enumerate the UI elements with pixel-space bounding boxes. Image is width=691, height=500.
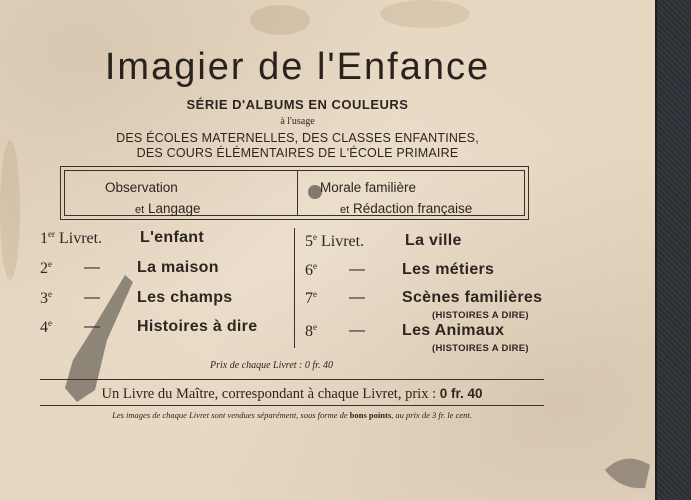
- subjects-box: [60, 166, 529, 220]
- livret-title: Scènes familières: [402, 289, 543, 306]
- livret-number: 7e: [305, 289, 317, 307]
- livret-number: 1er Livret.: [40, 229, 103, 247]
- subject-left-line1: Observation: [105, 180, 178, 195]
- livret-dash: —: [84, 289, 100, 306]
- schools-line: DES ÉCOLES MATERNELLES, DES CLASSES ENFANTINES,: [116, 131, 479, 145]
- schools-line: DES COURS ÉLÉMENTAIRES DE L'ÉCOLE PRIMAIRE: [136, 146, 459, 160]
- livre-du-maitre-line: Un Livre du Maître, correspondant à chaque Livret, prix : 0 fr. 40: [101, 386, 483, 402]
- livret-number: 6e: [305, 261, 317, 279]
- livret-title: Histoires à dire: [137, 318, 258, 335]
- livret-note: (HISTOIRES A DIRE): [432, 310, 529, 321]
- livret-number: 4e: [40, 318, 52, 336]
- livret-row: [305, 232, 550, 256]
- schools-text: [0, 131, 595, 161]
- book-spine: [655, 0, 691, 500]
- livret-title: Les champs: [137, 289, 233, 306]
- subtitle: SÉRIE D'ALBUMS EN COULEURS: [186, 97, 409, 112]
- horizontal-rule: [40, 405, 544, 406]
- livret-row: [40, 289, 280, 313]
- page-title: Imagier de l'Enfance: [104, 46, 491, 88]
- livret-row: [305, 261, 550, 285]
- livret-row: [40, 259, 280, 283]
- subject-right: [320, 177, 472, 221]
- paper-stain: [380, 0, 470, 28]
- subject-right-line2: et Rédaction française: [340, 201, 473, 216]
- livret-title: L'enfant: [140, 229, 204, 246]
- paper-stain: [0, 140, 20, 280]
- subject-right-line1: Morale familière: [320, 180, 417, 195]
- column-divider: [294, 228, 295, 348]
- livret-row: [40, 229, 280, 253]
- livret-title: Les métiers: [402, 261, 495, 278]
- subjects-box-inner: [64, 170, 525, 216]
- livret-dash: —: [349, 289, 365, 306]
- livret-dash: —: [349, 322, 365, 339]
- livret-row: [305, 289, 550, 323]
- usage-text: à l'usage: [280, 116, 315, 127]
- footer-note: Les images de chaque Livret sont vendues séparément, sous forme de bons points, au prix de 3 fr. le cent.: [112, 410, 472, 420]
- horizontal-rule: [40, 379, 544, 380]
- livret-title: Les Animaux: [402, 322, 505, 339]
- livret-number: 8e: [305, 322, 317, 340]
- livret-title: La maison: [137, 259, 219, 276]
- livret-title: La ville: [405, 232, 462, 249]
- livret-number: 2e: [40, 259, 52, 277]
- livret-row: [40, 318, 285, 342]
- livret-dash: —: [84, 259, 100, 276]
- livret-note: (HISTOIRES A DIRE): [432, 343, 529, 354]
- livret-dash: —: [84, 318, 100, 335]
- subject-left-line2: et Langage: [135, 201, 201, 216]
- livret-dash: —: [349, 261, 365, 278]
- subjects-divider: [297, 171, 298, 215]
- livret-number: 3e: [40, 289, 52, 307]
- livret-number: 5e Livret.: [305, 232, 365, 250]
- price-each: Prix de chaque Livret : 0 fr. 40: [210, 360, 333, 371]
- livret-row: [305, 322, 550, 356]
- subject-left: [105, 177, 201, 221]
- ink-blot-stain: [600, 450, 655, 490]
- paper-stain: [250, 5, 310, 35]
